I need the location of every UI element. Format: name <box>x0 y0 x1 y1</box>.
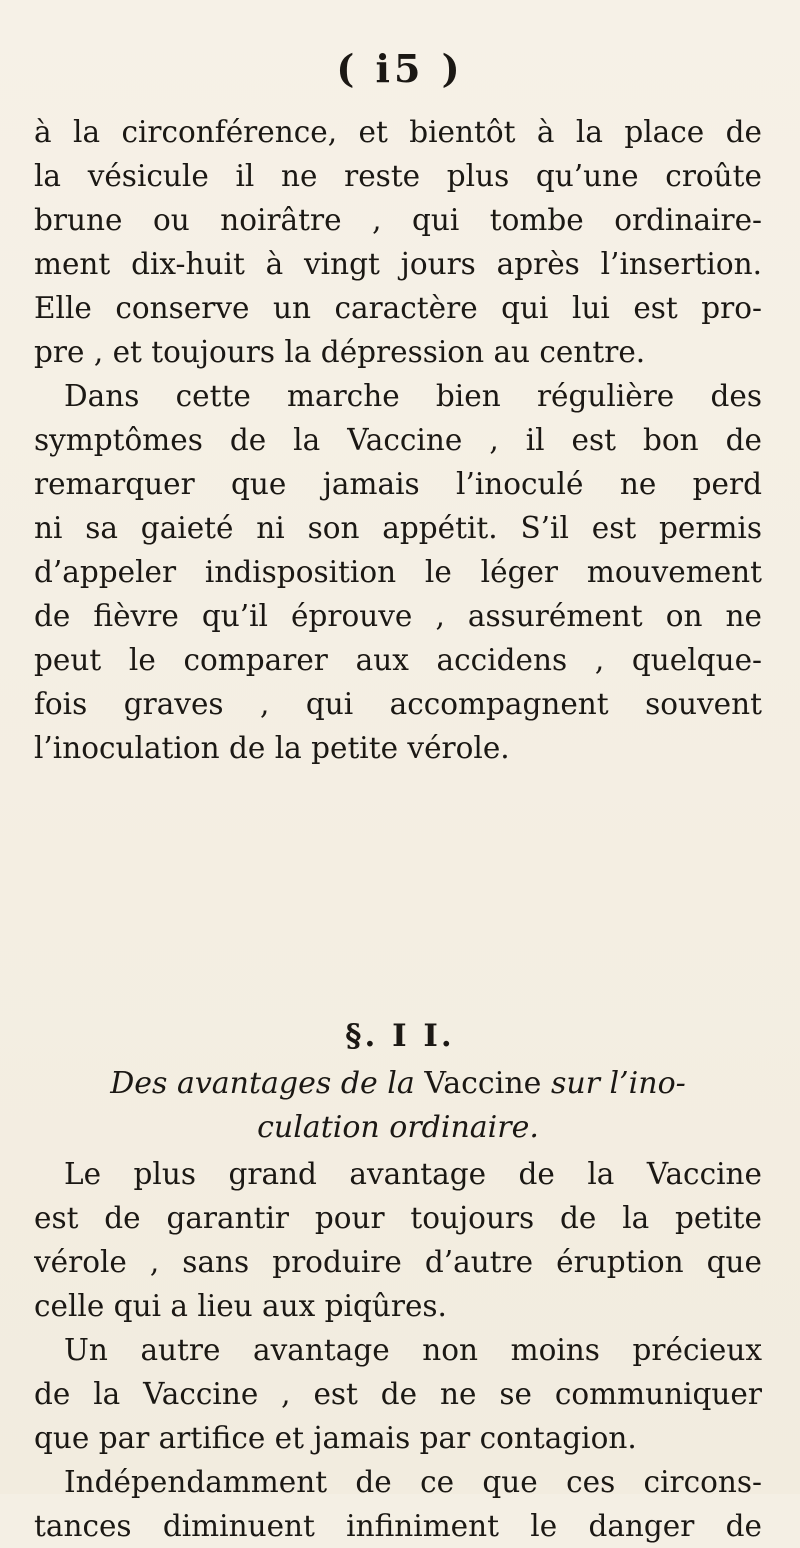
text-line: tances diminuent infiniment le danger de <box>34 1509 762 1543</box>
page-number: ( i5 ) <box>336 46 464 91</box>
text-line: vérole , sans produire d’autre éruption que <box>34 1245 762 1279</box>
text-line: brune ou noirâtre , qui tombe ordinaire- <box>34 203 762 237</box>
section-title-italic-part: sur l’ino- <box>550 1066 686 1101</box>
text-line: Dans cette marche bien régulière des <box>64 379 762 413</box>
text-line: de la Vaccine , est de ne se communiquer <box>34 1377 762 1411</box>
text-block-bottom <box>34 1152 762 1548</box>
text-line: Un autre avantage non moins précieux <box>64 1333 762 1367</box>
text-line: que par artifice et jamais par contagion. <box>34 1421 637 1455</box>
section-title-roman-part: Vaccine <box>414 1066 551 1101</box>
text-line: peut le comparer aux accidens , quelque- <box>34 643 762 677</box>
text-line: la vésicule il ne reste plus qu’une croûte <box>34 159 762 193</box>
text-line: de fièvre qu’il éprouve , assurément on ne <box>34 599 762 633</box>
text-line: Le plus grand avantage de la Vaccine <box>64 1157 762 1191</box>
section-mark: §. I I. <box>345 1018 455 1054</box>
text-line: est de garantir pour toujours de la petite <box>34 1201 762 1235</box>
text-line: à la circonférence, et bientôt à la place de <box>34 115 762 149</box>
text-line: d’appeler indisposition le léger mouvement <box>34 555 762 589</box>
text-line: Elle conserve un caractère qui lui est pro- <box>34 291 762 325</box>
section-title-line2: culation ordinaire. <box>257 1110 539 1145</box>
text-line: fois graves , qui accompagnent souvent <box>34 687 762 721</box>
text-block-top <box>34 110 762 770</box>
text-line: celle qui a lieu aux piqûres. <box>34 1289 447 1323</box>
text-line: Indépendamment de ce que ces circons- <box>64 1465 762 1499</box>
section-title-italic-part: Des avantages de la <box>110 1066 415 1101</box>
text-line: symptômes de la Vaccine , il est bon de <box>34 423 762 457</box>
text-line: pre , et toujours la dépression au centre. <box>34 335 646 369</box>
text-line: l’inoculation de la petite vérole. <box>34 731 510 765</box>
text-line: ment dix-huit à vingt jours après l’insertion. <box>34 247 762 281</box>
section-title <box>34 1062 762 1150</box>
text-line: remarquer que jamais l’inoculé ne perd <box>34 467 762 501</box>
text-line: ni sa gaieté ni son appétit. S’il est permis <box>34 511 762 545</box>
